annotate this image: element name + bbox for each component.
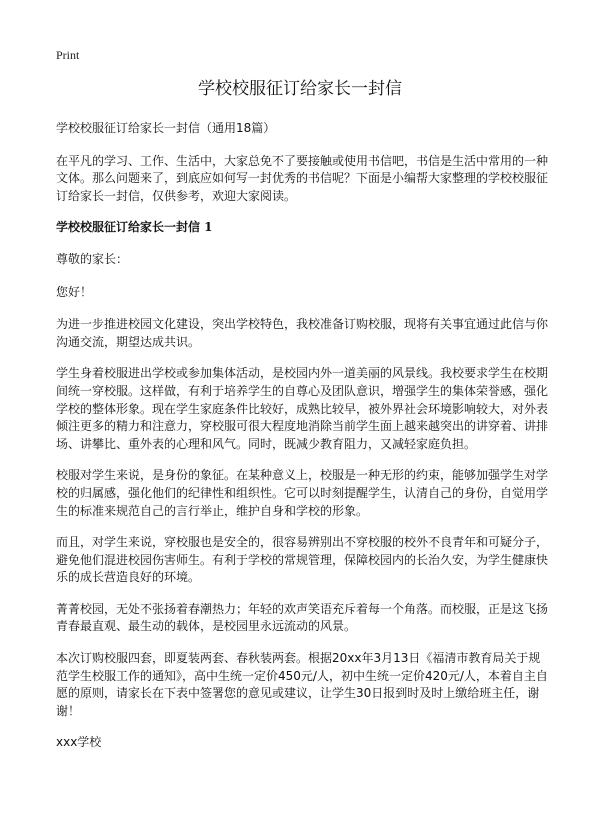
letter-paragraph: 校服对学生来说，是身份的象征。在某种意义上，校服是一种无形的约束，能够加强学生对学校的归属感，强化他们的纪律性和组织性。它可以时刻提醒学生，认清自己的身份，自觉用学生的标准来规范自己的言行举止，维护自身和学校的形象。 bbox=[56, 468, 549, 518]
letter-paragraph: 而且，对学生来说，穿校服也是安全的，很容易辨别出不穿校服的校外不良青年和可疑分子，避免他们混进校园伤害师生。有利于学校的常规管理，保障校园内的长治久安，为学生健康快乐的成长营造良好的环境。 bbox=[56, 535, 549, 585]
print-link[interactable]: Print bbox=[56, 48, 80, 62]
page-title: 学校校服征订给家长一封信 bbox=[198, 79, 402, 99]
letter-paragraph: 为进一步推进校园文化建设，突出学校特色，我校准备订购校服，现将有关事宜通过此信与你沟通交流，期望达成共识。 bbox=[56, 317, 549, 349]
letter-paragraph: 本次订购校服四套，即夏装两套、春秋装两套。根据20xx年3月13日《福清市教育局关于规范学生校服工作的通知》，高中生统一定价450元/人，初中生统一定价420元/人，本着自主自愿的原则，请家长在下表中签署您的意见或建议，让学生30日报到时及时上缴给班主任，谢谢！ bbox=[56, 651, 548, 718]
letter-paragraph: 学生身着校服进出学校或参加集体活动，是校园内外一道美丽的风景线。我校要求学生在校期间统一穿校服。这样做，有利于培养学生的自尊心及团队意识，增强学生的集体荣誉感，强化学校的整体形象。现在学生家庭条件比较好，成熟比较早，被外界社会环境影响较大，对外表倾注更多的精力和注意力，穿校服可很大程度地消除当前学生面上越来越突出的讲穿着、讲排场、讲攀比、重外表的心理和风气。同时，既减少教育阻力，又减轻家庭负担。 bbox=[56, 366, 549, 451]
intro-paragraph: 在平凡的学习、工作、生活中，大家总免不了要接触或使用书信吧，书信是生活中常用的一种文体。那么问题来了，到底应如何写一封优秀的书信呢？下面是小编帮大家整理的学校校服征订给家长一封信，仅供参考，欢迎大家阅读。 bbox=[56, 153, 549, 203]
letter-greeting: 尊敬的家长： bbox=[56, 251, 129, 266]
letter-paragraph: 菁菁校园，无处不张扬着春潮热力；年轻的欢声笑语充斥着每一个角落。而校服，正是这飞扬青春最直观、最生动的载体，是校园里永远流动的风景。 bbox=[56, 601, 549, 634]
letter-salutation: 您好！ bbox=[56, 284, 93, 299]
letter-signature: xxx学校 bbox=[56, 735, 102, 750]
document-subtitle: 学校校服征订给家长一封信（通用18篇） bbox=[56, 121, 276, 135]
document-body bbox=[56, 120, 550, 752]
section-heading: 学校校服征订给家长一封信 1 bbox=[56, 220, 213, 235]
